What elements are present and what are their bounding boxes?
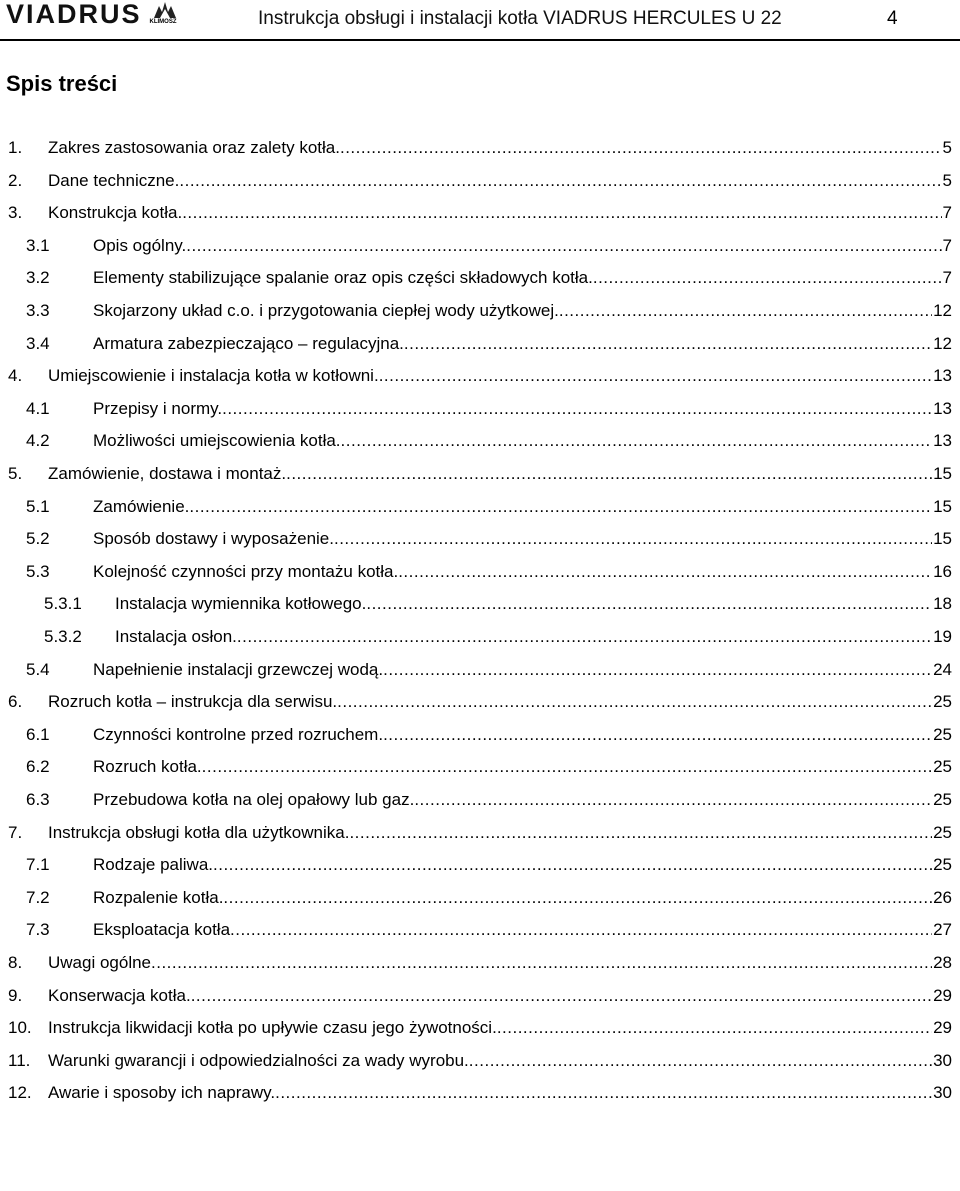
klimosz-logo [150,0,180,28]
toc-entry-title: Zamówienie, dostawa i montaż. [48,464,287,483]
toc-dot-leader [379,365,932,387]
toc-entry-title: Opis ogólny. [93,235,187,255]
toc-entry-page: 26 [933,887,952,907]
toc-entry-title: Zamówienie. [93,496,190,516]
toc-entry-number: 2. [8,170,23,190]
toc-entry-number: 10. [8,1018,32,1038]
toc-entry-title: Skojarzony układ c.o. i przygotowania ciepłej wody użytkowej. [93,301,559,320]
toc-entry[interactable] [0,496,960,529]
toc-dot-leader [340,137,942,159]
toc-entry[interactable] [0,1017,960,1050]
toc-dot-leader [383,724,932,746]
toc-dot-leader [469,1050,932,1072]
logo-wordmark: VIADRUS [6,0,142,29]
toc-dot-leader [230,919,932,941]
toc-entry-number: 5.3.1 [44,594,82,614]
toc-entry[interactable] [0,659,960,692]
toc-entry[interactable] [0,137,960,170]
toc-entry-page: 13 [933,398,952,418]
toc-dot-leader [404,333,932,355]
toc-entry-title: Rodzaje paliwa. [93,855,214,875]
toc-entry-title: Awarie i sposoby ich naprawy. [48,1083,276,1103]
toc-entry[interactable] [0,691,960,724]
toc-entry-title: Dane techniczne. [48,170,180,190]
toc-entry-page: 24 [933,659,952,679]
toc-entry-page: 15 [933,464,952,483]
toc-entry[interactable] [0,170,960,203]
toc-entry-title: Kolejność czynności przy montażu kotła. [93,561,399,581]
document-title: Instrukcja obsługi i instalacji kotła VIADRUS HERCULES U 22 [258,8,782,29]
toc-entry-number: 5.4 [26,659,50,679]
toc-entry-title: Napełnienie instalacji grzewczej wodą. [93,659,384,679]
toc-entry-page: 5 [942,138,952,157]
toc-entry-title: Rozruch kotła – instrukcja dla serwisu. [48,692,338,712]
toc-entry-title: Eksploatacja kotła [93,920,231,940]
toc-entry[interactable] [0,561,960,594]
page-number: 4 [887,8,898,29]
toc-entry-page: 7 [942,235,952,255]
toc-dot-leader [286,463,932,485]
toc-entry-number: 5.2 [26,529,50,549]
toc-entry-page: 29 [933,985,952,1005]
toc-entry-number: 7. [8,822,23,842]
toc-entry-page: 7 [942,268,952,288]
toc-entry-page: 19 [933,627,952,646]
toc-entry[interactable] [0,789,960,822]
toc-entry-page: 25 [933,757,952,777]
toc-entry[interactable] [0,1082,960,1115]
page-header [0,0,960,40]
toc-entry[interactable] [0,724,960,757]
toc-entry[interactable] [0,593,960,626]
toc-dot-leader [237,626,932,648]
toc-entry[interactable] [0,365,960,398]
toc-entry-title: Warunki gwarancji i odpowiedzialności za wady wyrobu. [48,1050,469,1070]
toc-entry[interactable] [0,300,960,333]
toc-dot-leader [383,659,932,681]
toc-entry[interactable] [0,398,960,431]
toc-entry-page: 27 [933,920,952,940]
toc-entry-page: 12 [933,333,952,353]
toc-entry-number: 3.4 [26,333,50,353]
toc-entry[interactable] [0,1050,960,1083]
toc-entry-title: Instrukcja likwidacji kotła po upływie czasu jego żywotności. [48,1018,497,1038]
toc-entry-title: Instalacja wymiennika kotłowego. [115,594,367,614]
toc-entry-title: Przebudowa kotła na olej opałowy lub gaz. [93,790,415,809]
toc-entry[interactable] [0,626,960,659]
toc-entry-page: 28 [933,953,952,972]
toc-entry-number: 4.2 [26,431,50,451]
toc-dot-leader [151,952,932,974]
viadrus-logo [6,0,180,30]
toc-entry-title: Instrukcja obsługi kotła dla użytkownika. [48,822,350,842]
toc-entry-number: 3.2 [26,268,50,288]
toc-entry-number: 5.3.2 [44,627,82,646]
toc-entry-title: Konserwacja kotła. [48,985,191,1005]
toc-entry-page: 5 [942,170,952,190]
toc-entry-page: 29 [933,1018,952,1038]
toc-entry-page: 13 [933,431,952,451]
toc-entry-number: 8. [8,953,23,972]
toc-dot-leader [222,398,932,420]
logo-sub-text: KLIMOSZ [149,19,177,25]
toc-entry-title: Konstrukcja kotła. [48,203,183,223]
toc-entry-title: Zakres zastosowania oraz zalety kotła. [48,138,340,157]
toc-dot-leader [179,170,941,192]
toc-dot-leader [414,789,932,811]
toc-entry-title: Rozpalenie kotła. [93,887,224,907]
toc-entry-number: 1. [8,138,23,157]
toc-entry-number: 11. [8,1050,31,1070]
toc-entry-title: Rozruch kotła. [93,757,202,777]
toc-entry-number: 3.3 [26,301,50,320]
toc-entry-number: 5. [8,464,23,483]
toc-entry-number: 3. [8,203,23,223]
toc-dot-leader [398,561,932,583]
toc-dot-leader [213,854,932,876]
toc-dot-leader [202,756,932,778]
toc-entry-page: 18 [933,594,952,614]
toc-entry-number: 12. [8,1083,32,1103]
toc-dot-leader [559,300,932,322]
toc-entry-number: 5.1 [26,496,50,516]
toc-entry-title: Sposób dostawy i wyposażenie. [93,529,334,549]
toc-entry-page: 25 [933,692,952,712]
toc-entry-number: 4.1 [26,398,50,418]
toc-entry[interactable] [0,985,960,1018]
toc-dot-leader [334,528,932,550]
toc-dot-leader [223,887,932,909]
toc-entry[interactable] [0,756,960,789]
toc-entry-number: 7.2 [26,887,50,907]
toc-entry-title: Przepisy i normy. [93,398,223,418]
toc-entry-number: 9. [8,985,23,1005]
toc-entry-page: 16 [933,561,952,581]
toc-dot-leader [191,985,932,1007]
toc-entry-page: 25 [933,790,952,809]
toc-dot-leader [275,1082,932,1104]
flame-icon [150,0,180,20]
toc-entry-page: 15 [933,529,952,549]
toc-dot-leader [189,496,932,518]
toc-entry[interactable] [0,333,960,366]
toc-entry-page: 25 [933,855,952,875]
toc-entry-title: Umiejscowienie i instalacja kotła w kotłowni. [48,366,379,386]
toc-entry[interactable] [0,202,960,235]
toc-entry[interactable] [0,430,960,463]
toc-entry-number: 5.3 [26,561,50,581]
toc-dot-leader [186,235,941,257]
toc-entry-page: 30 [933,1083,952,1103]
toc-heading: Spis treści [6,71,118,96]
toc-dot-leader [349,822,932,844]
toc-entry-title: Instalacja osłon. [115,627,237,646]
toc-entry[interactable] [0,887,960,920]
toc-entry-page: 13 [933,366,952,386]
toc-entry-title: Elementy stabilizujące spalanie oraz opis części składowych kotła. [93,268,593,288]
toc-entry-title: Możliwości umiejscowienia kotła. [93,431,341,451]
toc-entry[interactable] [0,952,960,985]
header-divider [0,39,960,41]
toc-entry-page: 7 [942,203,952,223]
toc-entry-number: 6.1 [26,724,50,744]
toc-entry-title: Armatura zabezpieczająco – regulacyjna. [93,333,404,353]
toc-dot-leader [337,691,932,713]
toc-dot-leader [366,593,932,615]
toc-dot-leader [182,202,941,224]
toc-entry-title: Uwagi ogólne [48,953,152,972]
toc-entry[interactable] [0,463,960,496]
toc-entry-title: Czynności kontrolne przed rozruchem. [93,724,384,744]
toc-entry[interactable] [0,267,960,300]
toc-entry-number: 7.1 [26,855,50,875]
toc-entry-number: 6.2 [26,757,50,777]
toc-entry-number: 7.3 [26,920,50,940]
toc-entry-page: 25 [933,822,952,842]
toc-dot-leader [593,267,942,289]
toc-entry-page: 30 [933,1050,952,1070]
toc-dot-leader [341,430,933,452]
toc-entry-page: 12 [933,301,952,320]
toc-entry[interactable] [0,528,960,561]
toc-entry-number: 6. [8,692,23,712]
toc-entry-number: 4. [8,366,23,386]
toc-entry-number: 3.1 [26,235,50,255]
toc-entry[interactable] [0,235,960,268]
toc-entry-page: 15 [933,496,952,516]
toc-entry-page: 25 [933,724,952,744]
toc-entry[interactable] [0,854,960,887]
toc-entry-number: 6.3 [26,790,50,809]
toc-dot-leader [497,1017,932,1039]
toc-entry[interactable] [0,919,960,952]
toc-entry[interactable] [0,822,960,855]
